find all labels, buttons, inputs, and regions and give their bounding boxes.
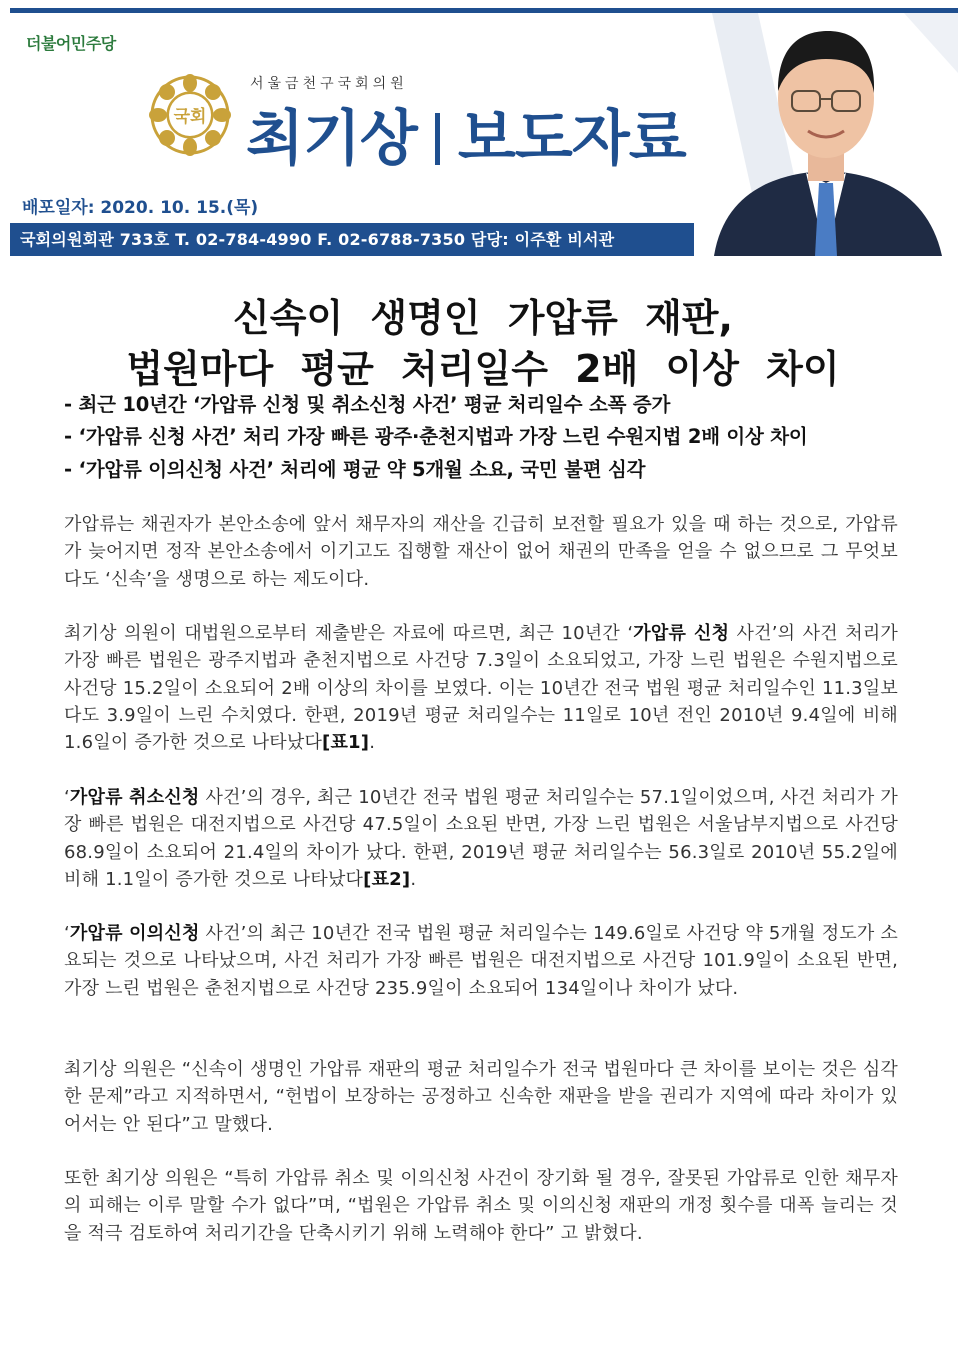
lawmaker-portrait [694, 13, 958, 256]
paragraph-3-end: . [410, 868, 417, 890]
table-2-reference: [표2] [363, 868, 411, 890]
paragraph-4 [64, 920, 898, 1002]
paragraph-4-text: 사건’의 최근 10년간 전국 법원 평균 처리일수는 149.6일로 사건당 약 5개월 정도가 소요되는 것으로 나타났으며, 사건 처리가 가장 빠른 법원은 대전지법으로 사건당 101.9일이 소요된 반면, 가장 느린 법원은 춘천지법으로 사건당 235.9일이 소요되어 134일이나 차이가 났다. [64, 923, 898, 999]
paragraph-2-text-b: 사건’의 사건 처리가 가장 빠른 법원은 광주지법과 춘천지법으로 사건당 7.3일이 소요되었고, 가장 느린 법원은 수원지법으로 사건당 15.2일이 소요되어 2배 이상의 차이를 보였다. 이는 10년간 전국 법원 평균 처리일수인 11.3일보다도 3.9일이 느린 수치였다. 한편, 2019년 평균 처리일수는 11일로 10년 전인 2010년 9.4일에 비해 1.6일이 증가한 것으로 나타났다 [64, 623, 898, 754]
paragraph-2-text-a: 최기상 의원이 대법원으로부터 제출받은 자료에 따르면, 최근 10년간 ‘ [64, 623, 634, 644]
paragraph-3-text: 사건’의 경우, 최근 10년간 전국 법원 평균 처리일수는 57.1일이었으며, 사건 처리가 가장 빠른 법원은 대전지법으로 사건당 47.5일이 소요된 반면, 가장 느린 법원은 서울남부지법으로 사건당 68.9일이 소요되어 21.4일의 차이가 났다. 한편, 2019년 평균 처리일수는 56.3일로 2010년 55.2일에 비해 1.1일이 증가한 것으로 나타났다 [64, 787, 898, 890]
paragraph-1: 가압류는 채권자가 본안소송에 앞서 채무자의 재산을 긴급히 보전할 필요가 있을 때 하는 것으로, 가압류가 늦어지면 정작 본안소송에서 이기고도 집행할 재산이 없어 채권의 만족을 얻을 수 없으므로 그 무엇보다도 ‘신속’을 생명으로 하는 제도이다. [64, 514, 898, 590]
lawmaker-name: 최기상 [246, 104, 417, 174]
paragraph-6: 또한 최기상 의원은 “특히 가압류 취소 및 이의신청 사건이 장기화 될 경우, 잘못된 가압류로 인한 채무자의 피해는 이루 말할 수가 없다”며, “법원은 가압류 취소 및 이의신청 재판의 개정 횟수를 대폭 늘리는 것을 적극 검토하여 처리기간을 단축시키기 위해 노력해야 한다” 고 밝혔다. [64, 1168, 898, 1244]
subtitle-3: - ‘가압류 이의신청 사건’ 처리에 평균 약 5개월 소요, 국민 불편 심각 [64, 458, 646, 481]
headline-line-2: 법원마다 평균 처리일수 2배 이상 차이 [126, 347, 840, 391]
paragraph-2-emphasis: 가압류 신청 [633, 623, 730, 644]
paragraph-5: 최기상 의원은 “신속이 생명인 가압류 재판의 평균 처리일수가 전국 법원마다 큰 차이를 보이는 것은 심각한 문제”라고 지적하면서, “헌법이 보장하는 공정하고 신속한 재판을 받을 권리가 지역에 따라 차이가 있어서는 안 된다”고 말했다. [64, 1059, 898, 1135]
paragraph-2 [64, 620, 898, 756]
party-logo: 더불어민주당 [26, 34, 116, 53]
headline-line-1: 신속이 생명인 가압류 재판, [233, 296, 733, 340]
press-brand [246, 91, 686, 177]
release-date: 배포일자: 2020. 10. 15.(목) [22, 198, 259, 218]
paragraph-3-emphasis: 가압류 취소신청 [69, 787, 200, 808]
paragraph-4-emphasis: 가압류 이의신청 [69, 923, 200, 944]
press-header [10, 13, 958, 256]
subtitle-1: - 최근 10년간 ‘가압류 신청 및 취소신청 사건’ 평균 처리일수 소폭 증가 [64, 393, 671, 416]
paragraph-3-quote: ‘ [64, 787, 70, 808]
national-assembly-seal-icon [148, 73, 232, 157]
subtitle-2: - ‘가압류 신청 사건’ 처리 가장 빠른 광주·춘천지법과 가장 느린 수원지법 2배 이상 차이 [64, 425, 808, 448]
table-1-reference: [표1] [322, 732, 370, 754]
paragraph-2-end: . [369, 732, 376, 754]
seal-text: 국회 [173, 107, 207, 127]
paragraph-4-quote: ‘ [64, 923, 70, 944]
brand-divider [435, 113, 440, 165]
doc-type: 보도자료 [457, 104, 686, 174]
office-label: 서울금천구국회의원 [250, 76, 408, 92]
paragraph-3 [64, 784, 898, 893]
contact-info: 국회의원회관 733호 T. 02-784-4990 F. 02-6788-7350 담당: 이주환 비서관 [20, 230, 615, 249]
